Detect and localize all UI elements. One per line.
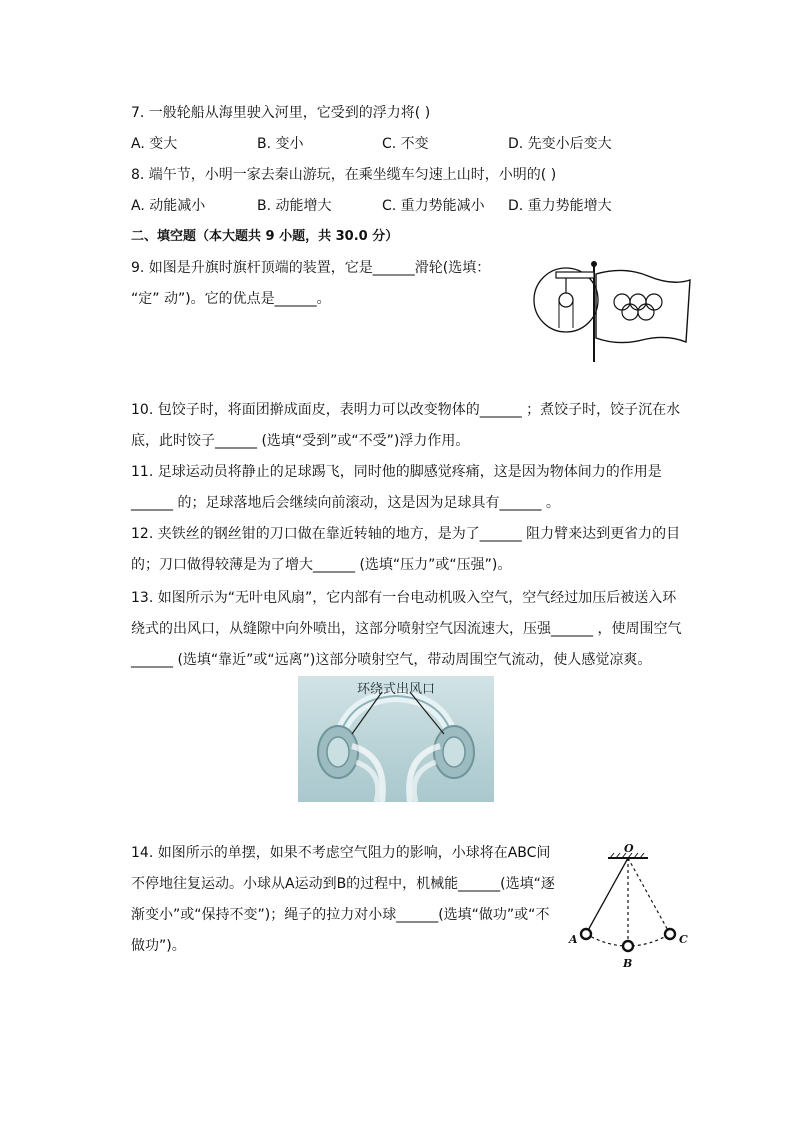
q8-option-b: B. 动能增大 <box>257 198 332 214</box>
q10-line-1: 10. 包饺子时，将面团擀成面皮，表明力可以改变物体的______ ；煮饺子时，饺子沉在水 <box>131 402 681 418</box>
point-a-label: A <box>569 933 578 946</box>
q8-option-a: A. 动能减小 <box>131 198 206 214</box>
q12-line-2: 的；刀口做得较薄是为了增大______ (选填“压力”或“压强”)。 <box>131 557 512 573</box>
section-heading-fill-in: 二、填空题（本大题共 9 小题，共 30.0 分） <box>131 229 399 244</box>
q14-line-4: 做功”)。 <box>131 938 186 954</box>
q7-stem: 7. 一般轮船从海里驶入河里，它受到的浮力将( ) <box>131 105 431 121</box>
bladeless-fan-figure <box>298 676 494 802</box>
pendulum-figure <box>564 840 694 972</box>
q11-line-2: ______ 的；足球落地后会继续向前滚动，这是因为足球具有______ 。 <box>131 495 560 511</box>
q9-line-2: “定” 动”)。它的优点是______。 <box>131 291 331 307</box>
point-b-label: B <box>623 957 633 970</box>
q12-line-1: 12. 夹铁丝的钢丝钳的刀口做在靠近转轴的地方，是为了______ 阻力臂来达到更省力的目 <box>131 526 681 542</box>
q7-option-d: D. 先变小后变大 <box>508 136 612 152</box>
q14-line-2: 不停地往复运动。小球从A运动到B的过程中，机械能______(选填“逐 <box>131 876 555 892</box>
q14-line-1: 14. 如图所示的单摆，如果不考虑空气阻力的影响，小球将在ABC间 <box>131 845 551 861</box>
q9-line-1: 9. 如图是升旗时旗杆顶端的装置，它是______滑轮(选填： <box>131 260 491 276</box>
point-o-label: O <box>624 842 634 855</box>
q11-line-1: 11. 足球运动员将静止的足球踢飞，同时他的脚感觉疼痛，这是因为物体间力的作用是 <box>131 464 662 480</box>
q7-option-b: B. 变小 <box>257 136 304 152</box>
outlet-label: 环绕式出风口 <box>356 682 435 697</box>
q13-line-1: 13. 如图所示为“无叶电风扇”，它内部有一台电动机吸入空气，空气经过加压后被送入环 <box>131 590 677 606</box>
q7-option-a: A. 变大 <box>131 136 178 152</box>
q10-line-2: 底，此时饺子______ (选填“受到”或“不受”)浮力作用。 <box>131 433 470 449</box>
q8-option-c: C. 重力势能减小 <box>382 198 485 214</box>
q14-line-3: 渐变小”或“保持不变”)；绳子的拉力对小球______(选填“做功”或“不 <box>131 907 550 923</box>
q13-line-2: 绕式的出风口，从缝隙中向外喷出，这部分喷射空气因流速大，压强______ ，使周围空气 <box>131 621 682 637</box>
flagpole-pulley-figure <box>528 258 694 364</box>
q7-option-c: C. 不变 <box>382 136 429 152</box>
q8-option-d: D. 重力势能增大 <box>508 198 612 214</box>
q13-line-3: ______ (选填“靠近”或“远离”)这部分喷射空气，带动周围空气流动，使人感觉凉爽。 <box>131 652 652 668</box>
q8-stem: 8. 端午节，小明一家去秦山游玩，在乘坐缆车匀速上山时，小明的( ) <box>131 167 557 183</box>
point-c-label: C <box>679 933 688 946</box>
